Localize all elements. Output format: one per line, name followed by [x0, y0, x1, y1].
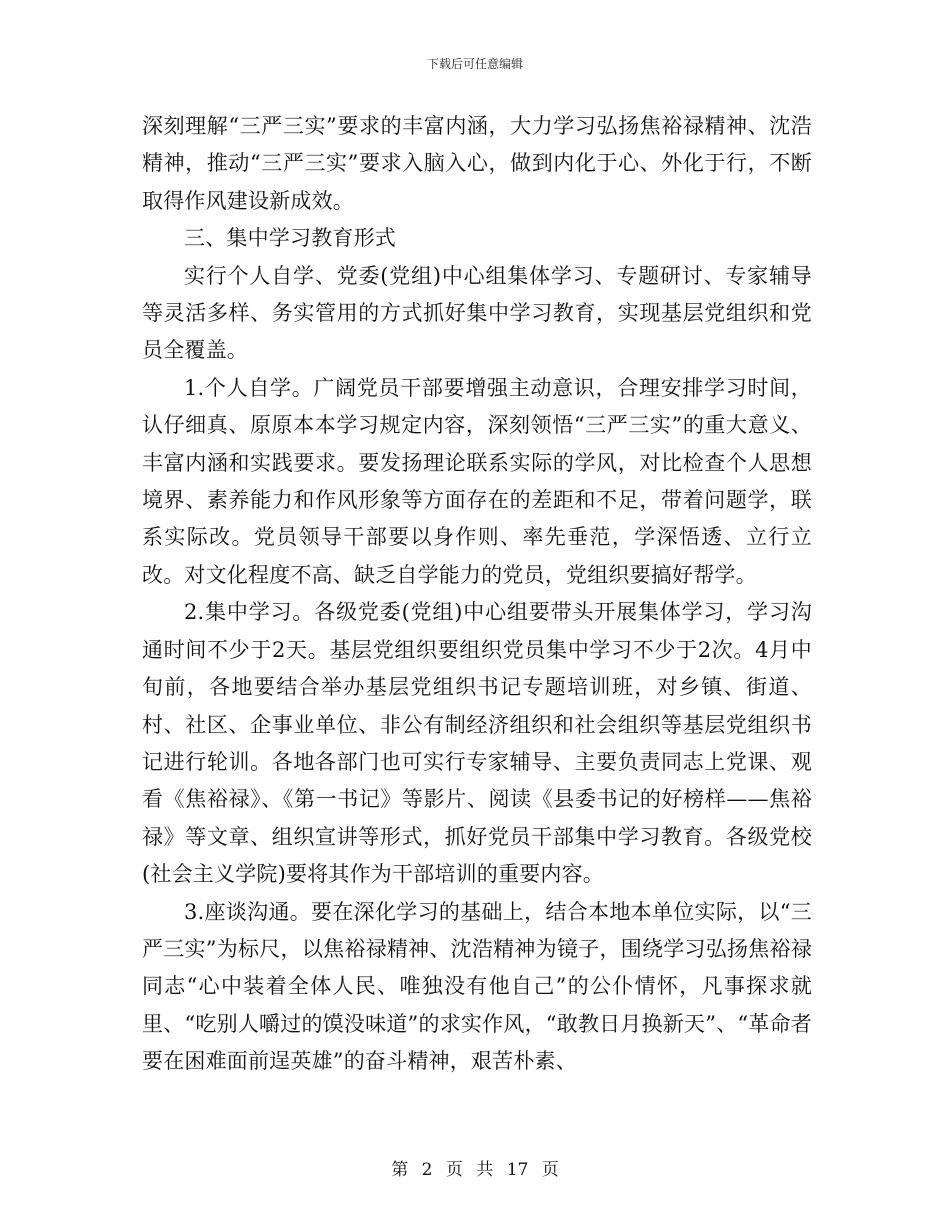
- document-body: [142, 108, 812, 1081]
- page-number-footer: 第 2 页 共 17 页: [391, 1160, 559, 1180]
- paragraph-3: 实行个人自学、党委(党组)中心组集体学习、专题研讨、专家辅导等灵活多样、务实管用的方式抓好集中学习教育，实现基层党组织和党员全覆盖。: [142, 263, 812, 363]
- paragraph-self-study: 1.个人自学。广阔党员干部要增强主动意识，合理安排学习时间，认仔细真、原原本本学习规定内容，深刻领悟“三严三实”的重大意义、丰富内涵和实践要求。要发扬理论联系实际的学风，对比检查个人思想境界、素养能力和作风形象等方面存在的差距和不足，带着问题学，联系实际改。党员领导干部要以身作则、率先垂范，学深悟透、立行立改。对文化程度不高、缺乏自学能力的党员，党组织要搞好帮学。: [142, 375, 812, 587]
- paragraph-group-study: 2.集中学习。各级党委(党组)中心组要带头开展集体学习，学习沟通时间不少于2天。基层党组织要组织党员集中学习不少于2次。4月中旬前，各地要结合举办基层党组织书记专题培训班，对乡镇、街道、村、社区、企事业单位、非公有制经济组织和社会组织等基层党组织书记进行轮训。各地各部门也可实行专家辅导、主要负责同志上党课、观看《焦裕禄》、《第一书记》等影片、阅读《县委书记的好榜样——焦裕禄》等文章、组织宣讲等形式，抓好党员干部集中学习教育。各级党校(社会主义学院)要将其作为干部培训的重要内容。: [142, 600, 812, 887]
- section-heading: 三、集中学习教育形式: [184, 226, 396, 251]
- page-header-note: 下载后可任意编辑: [426, 57, 523, 71]
- paragraph-discussion: 3.座谈沟通。要在深化学习的基础上，结合本地本单位实际，以“三严三实”为标尺，以焦裕禄精神、沈浩精神为镜子，围绕学习弘扬焦裕禄同志“心中装着全体人民、唯独没有他自己”的公仆情怀，凡事探求就里、“吃别人嚼过的馍没味道”的求实作风，“敢教日月换新天”、“革命者要在困难面前逞英雄”的奋斗精神，艰苦朴素、: [142, 899, 812, 1074]
- paragraph-1: 深刻理解“三严三实”要求的丰富内涵，大力学习弘扬焦裕禄精神、沈浩精神，推动“三严三实”要求入脑入心，做到内化于心、外化于行，不断取得作风建设新成效。: [142, 114, 812, 213]
